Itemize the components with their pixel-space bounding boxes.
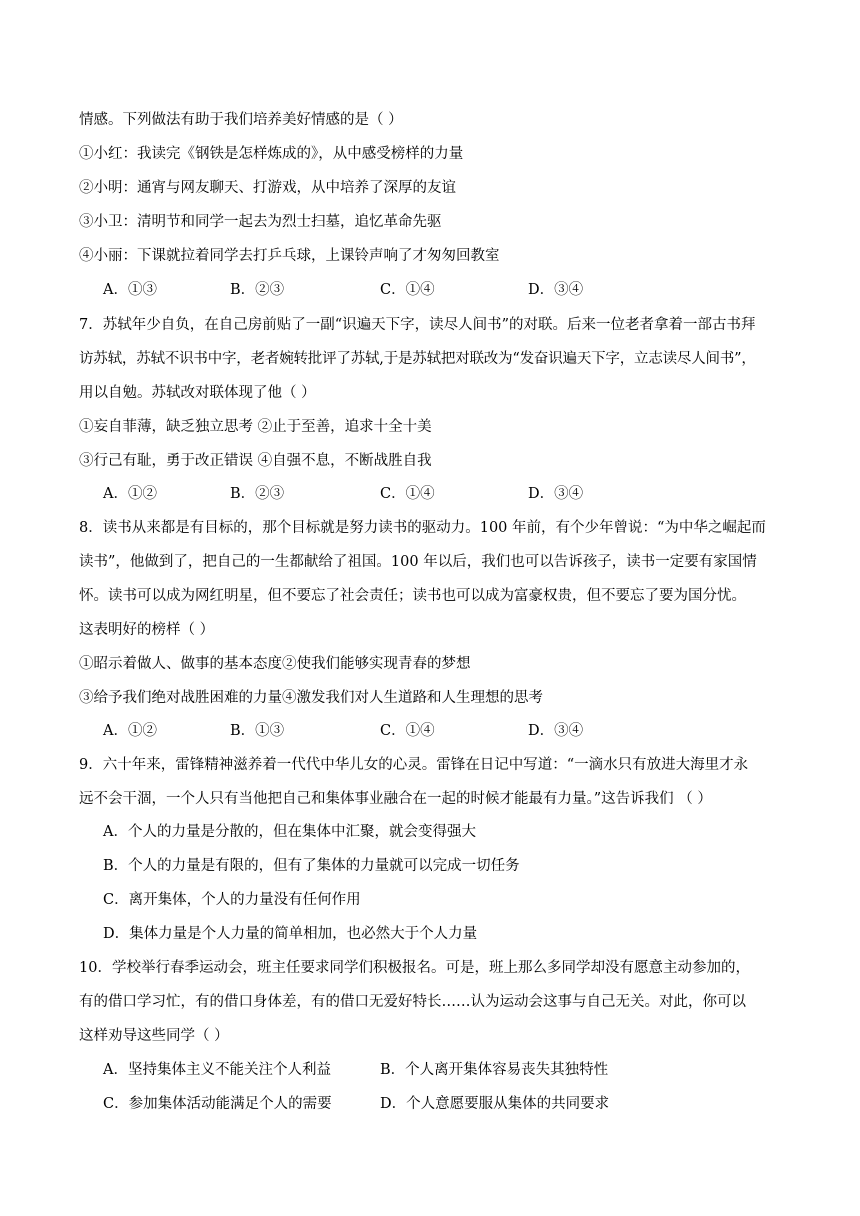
q7-stem-line-2: 访苏轼，苏轼不识书中字，老者婉转批评了苏轼,于是苏轼把对联改为“发奋识遍天下字，立志读尽人间书”， [79,351,756,367]
q6-item-3: ③小卫：清明节和同学一起去为烈士扫墓，追忆革命先驱 [79,214,442,230]
q9-option-a: A．个人的力量是分散的，但在集体中汇聚，就会变得强大 [103,824,476,840]
q9-stem-line-2: 远不会干涸，一个人只有当他把自己和集体事业融合在一起的时候才能最有力量。”这告诉我们 （ ） [79,791,712,807]
q10-option-c: C．参加集体活动能满足个人的需要 [103,1096,332,1112]
q8-stem-line-3: 怀。读书可以成为网红明星，但不要忘了社会责任；读书也可以成为富豪权贵，但不要忘了要为国分忧。 [79,588,746,604]
q7-stem-line-3: 用以自勉。苏轼改对联体现了他（ ） [79,385,316,401]
q6-item-2: ②小明：通宵与网友聊天、打游戏，从中培养了深厚的友谊 [79,180,456,196]
q7-stem-line-1: 7．苏轼年少自负，在自己房前贴了一副“识遍天下字，读尽人间书”的对联。后来一位老者拿着一部古书拜 [79,317,756,333]
q9-option-b: B．个人的力量是有限的，但有了集体的力量就可以完成一切任务 [103,858,520,874]
q7-option-d: D．③④ [528,486,584,502]
q7-option-c: C．①④ [380,486,435,502]
q9-option-d: D．集体力量是个人力量的简单相加，也必然大于个人力量 [103,926,478,942]
q6-option-a: A．①③ [103,282,157,298]
q6-item-1: ①小红：我读完《钢铁是怎样炼成的》，从中感受榜样的力量 [79,146,464,162]
q9-stem-line-1: 9．六十年来，雷锋精神滋养着一代代中华儿女的心灵。雷锋在日记中写道：“一滴水只有放进大海里才永 [79,757,749,773]
q8-option-d: D．③④ [528,723,584,739]
q8-item-row-2: ③给予我们绝对战胜困难的力量④激发我们对人生道路和人生理想的思考 [79,690,543,706]
q10-option-b: B．个人离开集体容易丧失其独特性 [380,1062,609,1078]
q10-option-a: A．坚持集体主义不能关注个人利益 [103,1062,331,1078]
q6-item-4: ④小丽：下课就拉着同学去打乒乓球，上课铃声响了才匆匆回教室 [79,248,500,264]
q10-stem-line-2: 有的借口学习忙，有的借口身体差，有的借口无爱好特长……认为运动会这事与自己无关。对此，你可以 [79,994,746,1010]
q7-item-row-1: ①妄自菲薄，缺乏独立思考 ②止于至善，追求十全十美 [79,419,432,435]
q6-option-d: D．③④ [528,282,584,298]
q7-option-b: B．②③ [230,486,285,502]
q6-option-c: C．①④ [380,282,435,298]
q8-stem-line-1: 8．读书从来都是有目标的，那个目标就是努力读书的驱动力。100 年前，有个少年曾说：“为中华之崛起而 [79,520,766,536]
q7-option-a: A．①② [103,486,157,502]
q8-option-c: C．①④ [380,723,435,739]
q6-option-b: B．②③ [230,282,285,298]
q7-item-row-2: ③行己有耻，勇于改正错误 ④自强不息，不断战胜自我 [79,453,432,469]
q8-option-a: A．①② [103,723,157,739]
q8-item-row-1: ①昭示着做人、做事的基本态度②使我们能够实现青春的梦想 [79,656,471,672]
q8-stem-line-2: 读书”，他做到了，把自己的一生都献给了祖国。100 年以后，我们也可以告诉孩子，读书一定要有家国情 [79,554,757,570]
q8-option-b: B．①③ [230,723,285,739]
q10-stem-line-3: 这样劝导这些同学（ ） [79,1028,229,1044]
q9-option-c: C．离开集体，个人的力量没有任何作用 [103,892,361,908]
q10-option-d: D．个人意愿要服从集体的共同要求 [380,1096,610,1112]
q10-stem-line-1: 10．学校举行春季运动会，班主任要求同学们积极报名。可是，班上那么多同学却没有愿意主动参加的， [79,960,750,976]
q8-stem-line-4: 这表明好的榜样（ ） [79,622,215,638]
q6-stem: 情感。下列做法有助于我们培养美好情感的是（ ） [79,112,403,128]
